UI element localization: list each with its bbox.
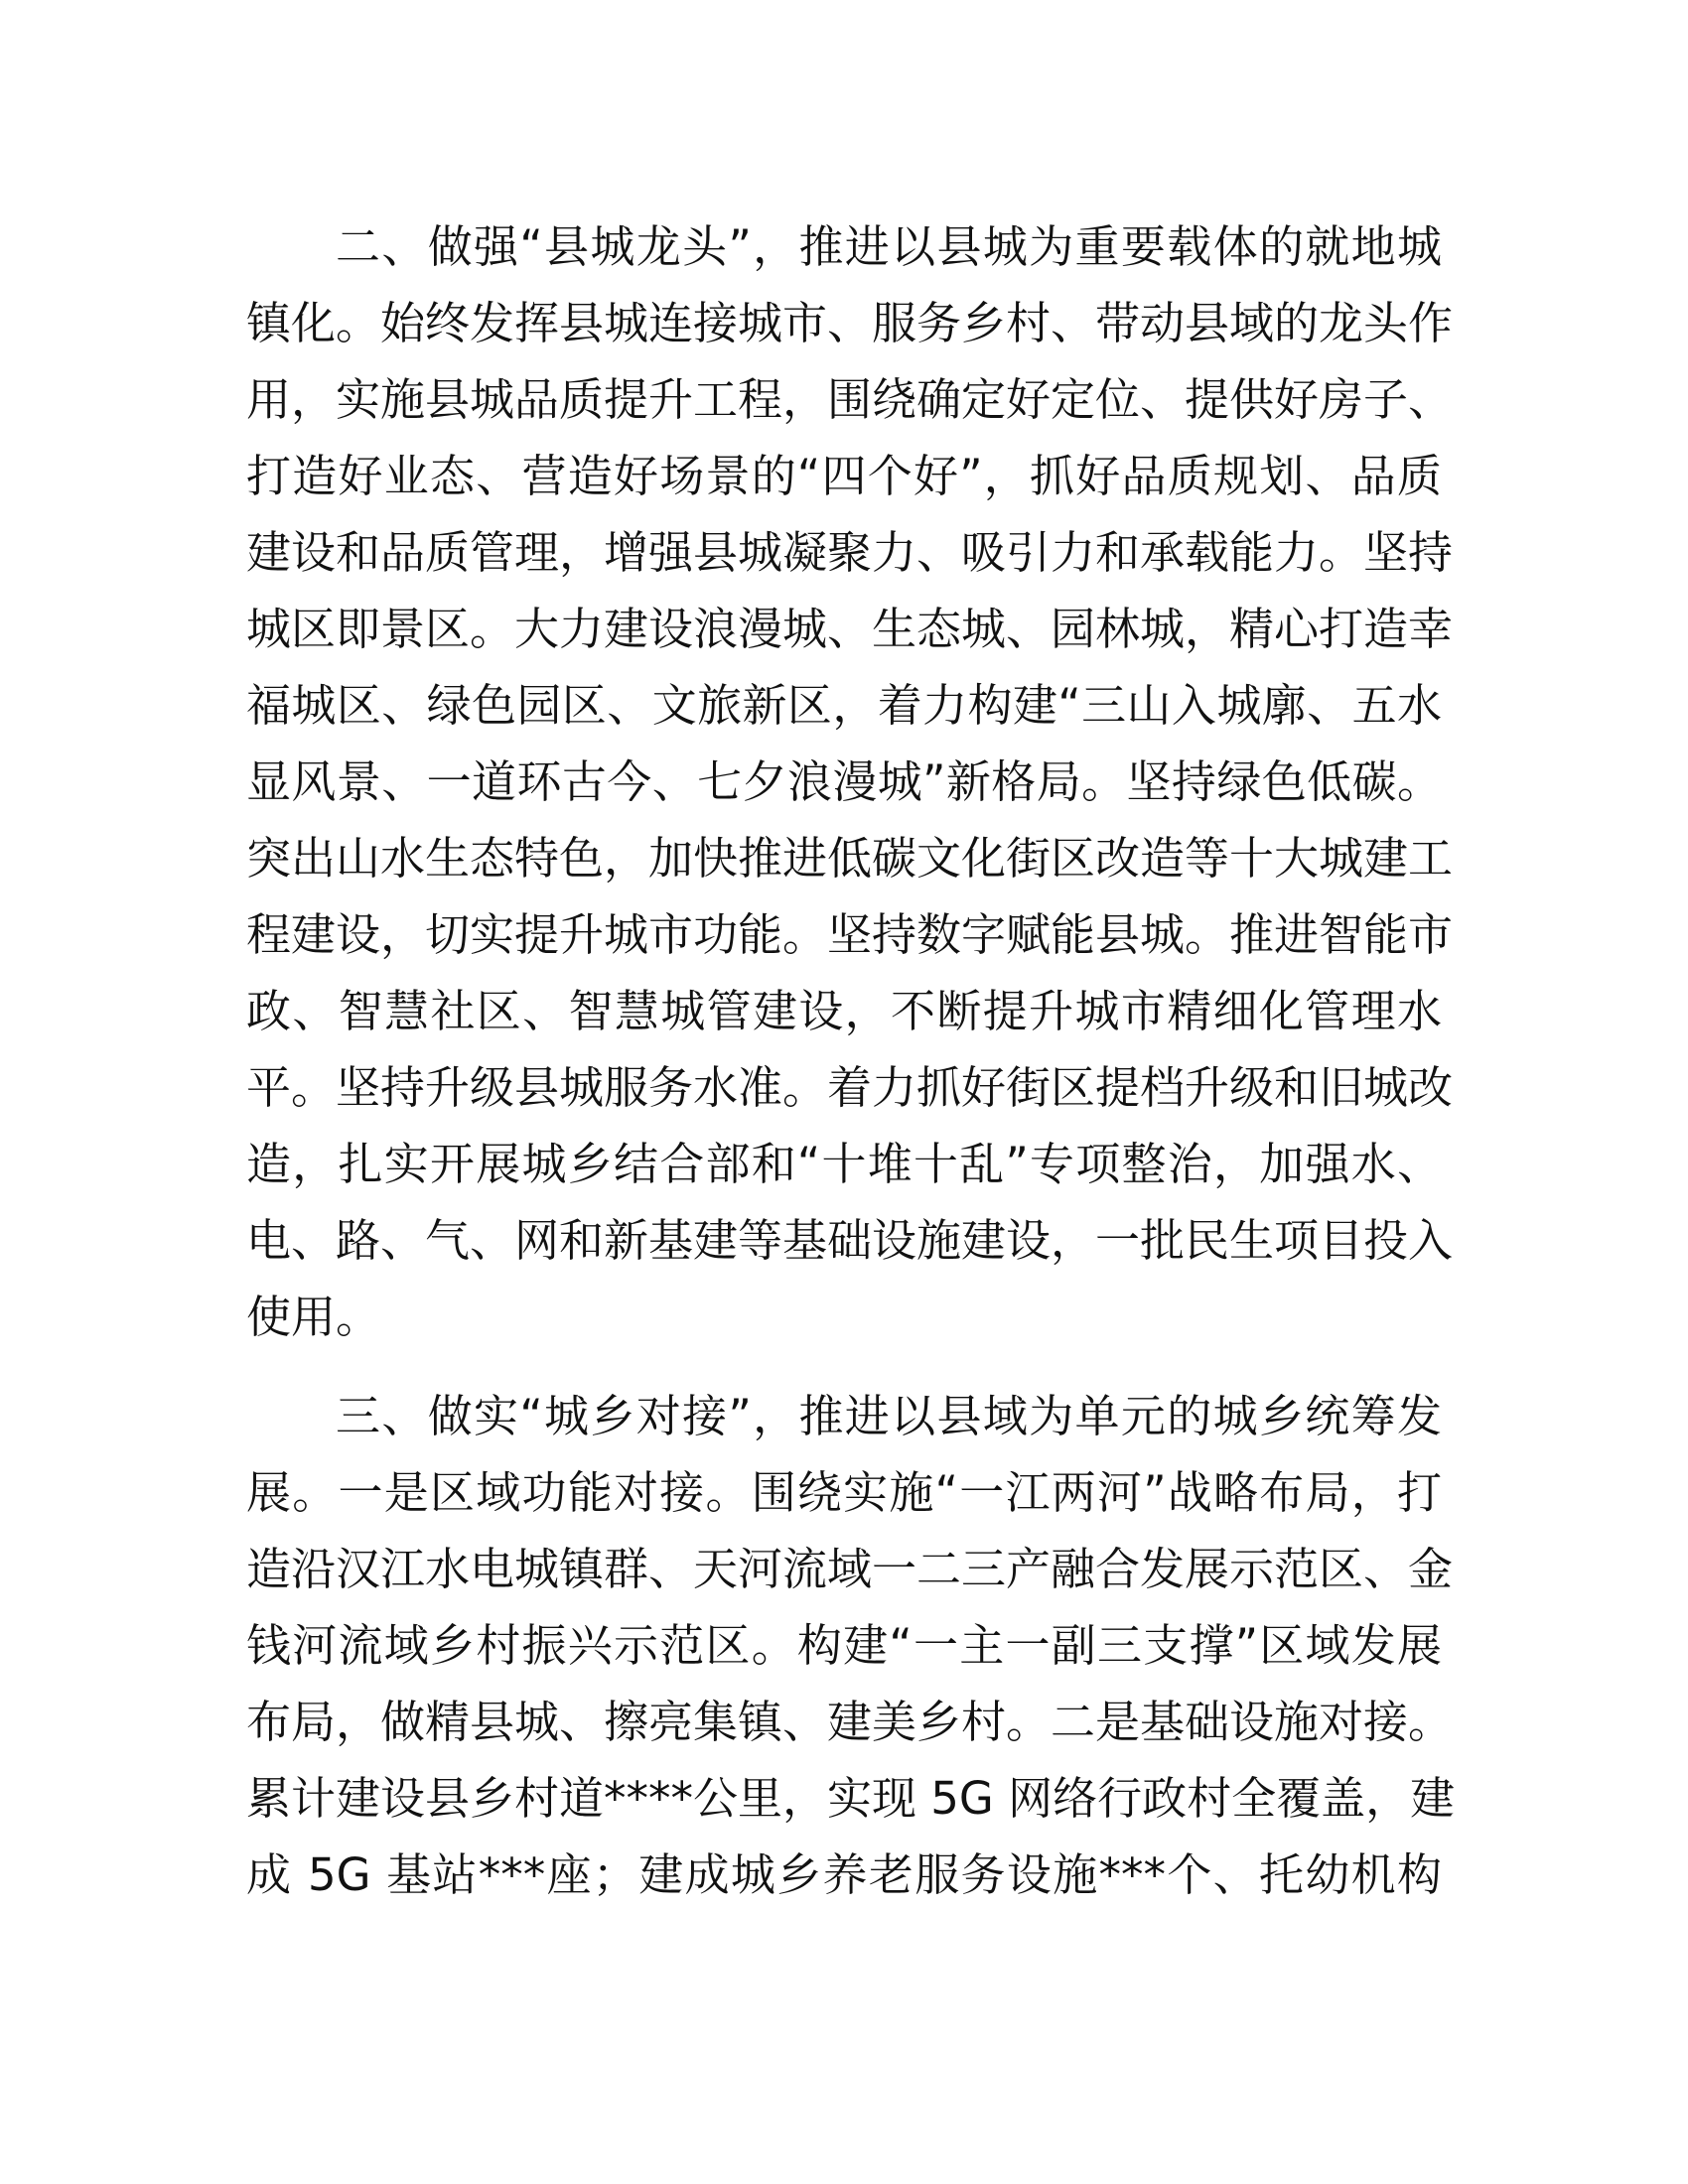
text-line: 城区即景区。大力建设浪漫城、生态城、园林城，精心打造幸 [246,603,1454,655]
text-line: 二、做强“县城龙头”，推进以县城为重要载体的就地城 [336,220,1442,273]
text-line: 使用。 [246,1291,381,1343]
text-line: 电、路、气、网和新基建等基础设施建设，一批民生项目投入 [246,1214,1454,1267]
text-line: 三、做实“城乡对接”，推进以县域为单元的城乡统筹发 [336,1390,1442,1442]
text-line: 累计建设县乡村道****公里，实现 5G 网络行政村全覆盖，建 [246,1772,1456,1825]
text-line: 造，扎实开展城乡结合部和“十堆十乱”专项整治，加强水、 [246,1138,1442,1190]
text-line: 建设和品质管理，增强县城凝聚力、吸引力和承载能力。坚持 [246,526,1454,579]
text-line: 成 5G 基站***座；建成城乡养老服务设施***个、托幼机构 [246,1848,1442,1901]
text-line: 用，实施县城品质提升工程，围绕确定好定位、提供好房子、 [246,373,1454,426]
text-line: 造沿汉江水电城镇群、天河流域一二三产融合发展示范区、金 [246,1543,1454,1595]
text-line: 突出山水生态特色，加快推进低碳文化街区改造等十大城建工 [246,832,1454,885]
text-line: 打造好业态、营造好场景的“四个好”，抓好品质规划、品质 [246,450,1442,502]
text-line: 钱河流域乡村振兴示范区。构建“一主一副三支撑”区域发展 [246,1619,1442,1672]
paragraph-section-2 [246,208,1454,1355]
text-line: 展。一是区域功能对接。围绕实施“一江两河”战略布局，打 [246,1466,1442,1519]
text-line: 布局，做精县城、擦亮集镇、建美乡村。二是基础设施对接。 [246,1696,1454,1748]
text-line: 平。坚持升级县城服务水准。着力抓好街区提档升级和旧城改 [246,1061,1454,1114]
text-line: 程建设，切实提升城市功能。坚持数字赋能县城。推进智能市 [246,908,1454,961]
text-line: 政、智慧社区、智慧城管建设，不断提升城市精细化管理水 [246,985,1442,1037]
text-line: 镇化。始终发挥县城连接城市、服务乡村、带动县域的龙头作 [246,297,1454,349]
text-line: 显风景、一道环古今、七夕浪漫城”新格局。坚持绿色低碳。 [246,755,1442,808]
paragraph-section-3 [246,1378,1456,1913]
text-line: 福城区、绿色园区、文旅新区，着力构建“三山入城廓、五水 [246,679,1442,732]
